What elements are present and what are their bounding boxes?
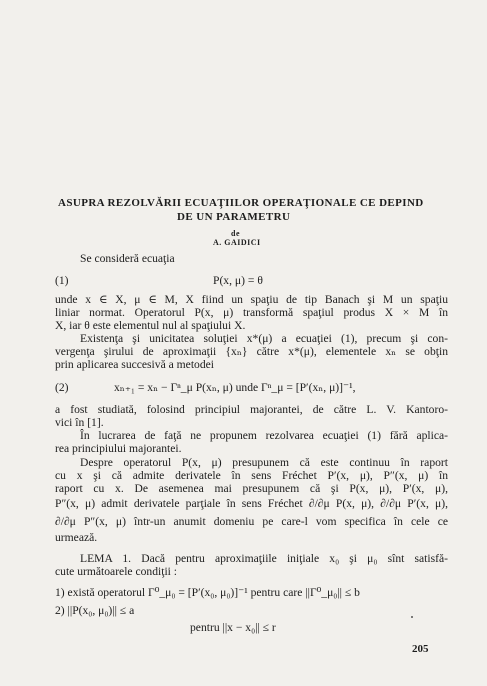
lemma-condition-1: 1) există operatorul Γ⁰_μ₀ = [P′(x₀, μ₀)]⁻¹ pentru care ||Γ⁰_μ₀|| ≤ b xyxy=(55,586,360,599)
equation-number-2: (2) xyxy=(55,381,69,394)
body-line: vici în [1]. xyxy=(55,416,104,429)
lemma-condition-2-domain: pentru ||x − x₀|| ≤ r xyxy=(190,621,276,634)
equation-2: xₙ₊₁ = xₙ − Γⁿ_μ P(xₙ, μ) unde Γⁿ_μ = [P′(xₙ, μ)]⁻¹, xyxy=(114,381,356,394)
author-name: A. GAIDICI xyxy=(213,238,261,247)
lemma-condition-2: 2) ||P(x₀, μ₀)|| ≤ a xyxy=(55,604,135,617)
page-number: 205 xyxy=(412,643,429,655)
body-line: P″(x, μ) admit derivatele parţiale în sens Fréchet ∂/∂μ P(x, μ), ∂/∂μ P′(x, μ), xyxy=(55,497,448,510)
body-line: Existenţa şi unicitatea soluţiei x*(μ) a ecuaţiei (1), precum şi con- xyxy=(80,332,448,345)
body-line: prin aplicarea succesivă a metodei xyxy=(55,358,215,371)
body-line: vergenţa şirului de aproximaţii {xₙ} către x*(μ), elementele xₙ se obţin xyxy=(55,345,448,358)
body-line: unde x ∈ X, μ ∈ M, X fiind un spaţiu de tip Banach şi M un spaţiu xyxy=(55,293,448,306)
body-line: Despre operatorul P(x, μ) presupunem că este continuu în raport xyxy=(80,456,448,469)
body-line: urmează. xyxy=(55,531,98,544)
equation-1: P(x, μ) = θ xyxy=(213,274,263,287)
body-line: X, iar θ este elementul nul al spaţiului X. xyxy=(55,319,246,332)
equation-number-1: (1) xyxy=(55,274,69,287)
body-line: liniar normat. Operatorul P(x, μ) transformă spaţiul produs X × M în xyxy=(55,306,448,319)
article-title-line-2: DE UN PARAMETRU xyxy=(177,211,291,223)
article-title-line-1: ASUPRA REZOLVĂRII ECUAŢIILOR OPERAŢIONALE CE DEPIND xyxy=(58,197,424,209)
body-line: rea principiului majorantei. xyxy=(55,442,182,455)
intro-sentence: Se consideră ecuaţia xyxy=(80,252,175,265)
body-line: a fost studiată, folosind principiul majorantei, de către L. V. Kantoro- xyxy=(55,403,448,416)
lemma-statement: LEMA 1. Dacă pentru aproximaţiile iniţiale x₀ şi μ₀ sînt satisfă- xyxy=(80,552,448,565)
lemma-statement-cont: cute următoarele condiţii : xyxy=(55,565,178,578)
scan-speck xyxy=(411,616,413,618)
body-line: În lucrarea de faţă ne propunem rezolvarea ecuaţiei (1) fără aplica- xyxy=(80,429,448,442)
body-line: raport cu x. De asemenea mai presupunem că şi P(x, μ), P′(x, μ), xyxy=(55,482,448,495)
body-line: cu x şi că admite derivatele în sens Fréchet P′(x, μ), P″(x, μ) în xyxy=(55,469,448,482)
body-line: ∂/∂μ P″(x, μ) într-un anumit domeniu pe care-l vom specifica în cele ce xyxy=(55,515,448,528)
author-prefix: de xyxy=(231,229,240,238)
